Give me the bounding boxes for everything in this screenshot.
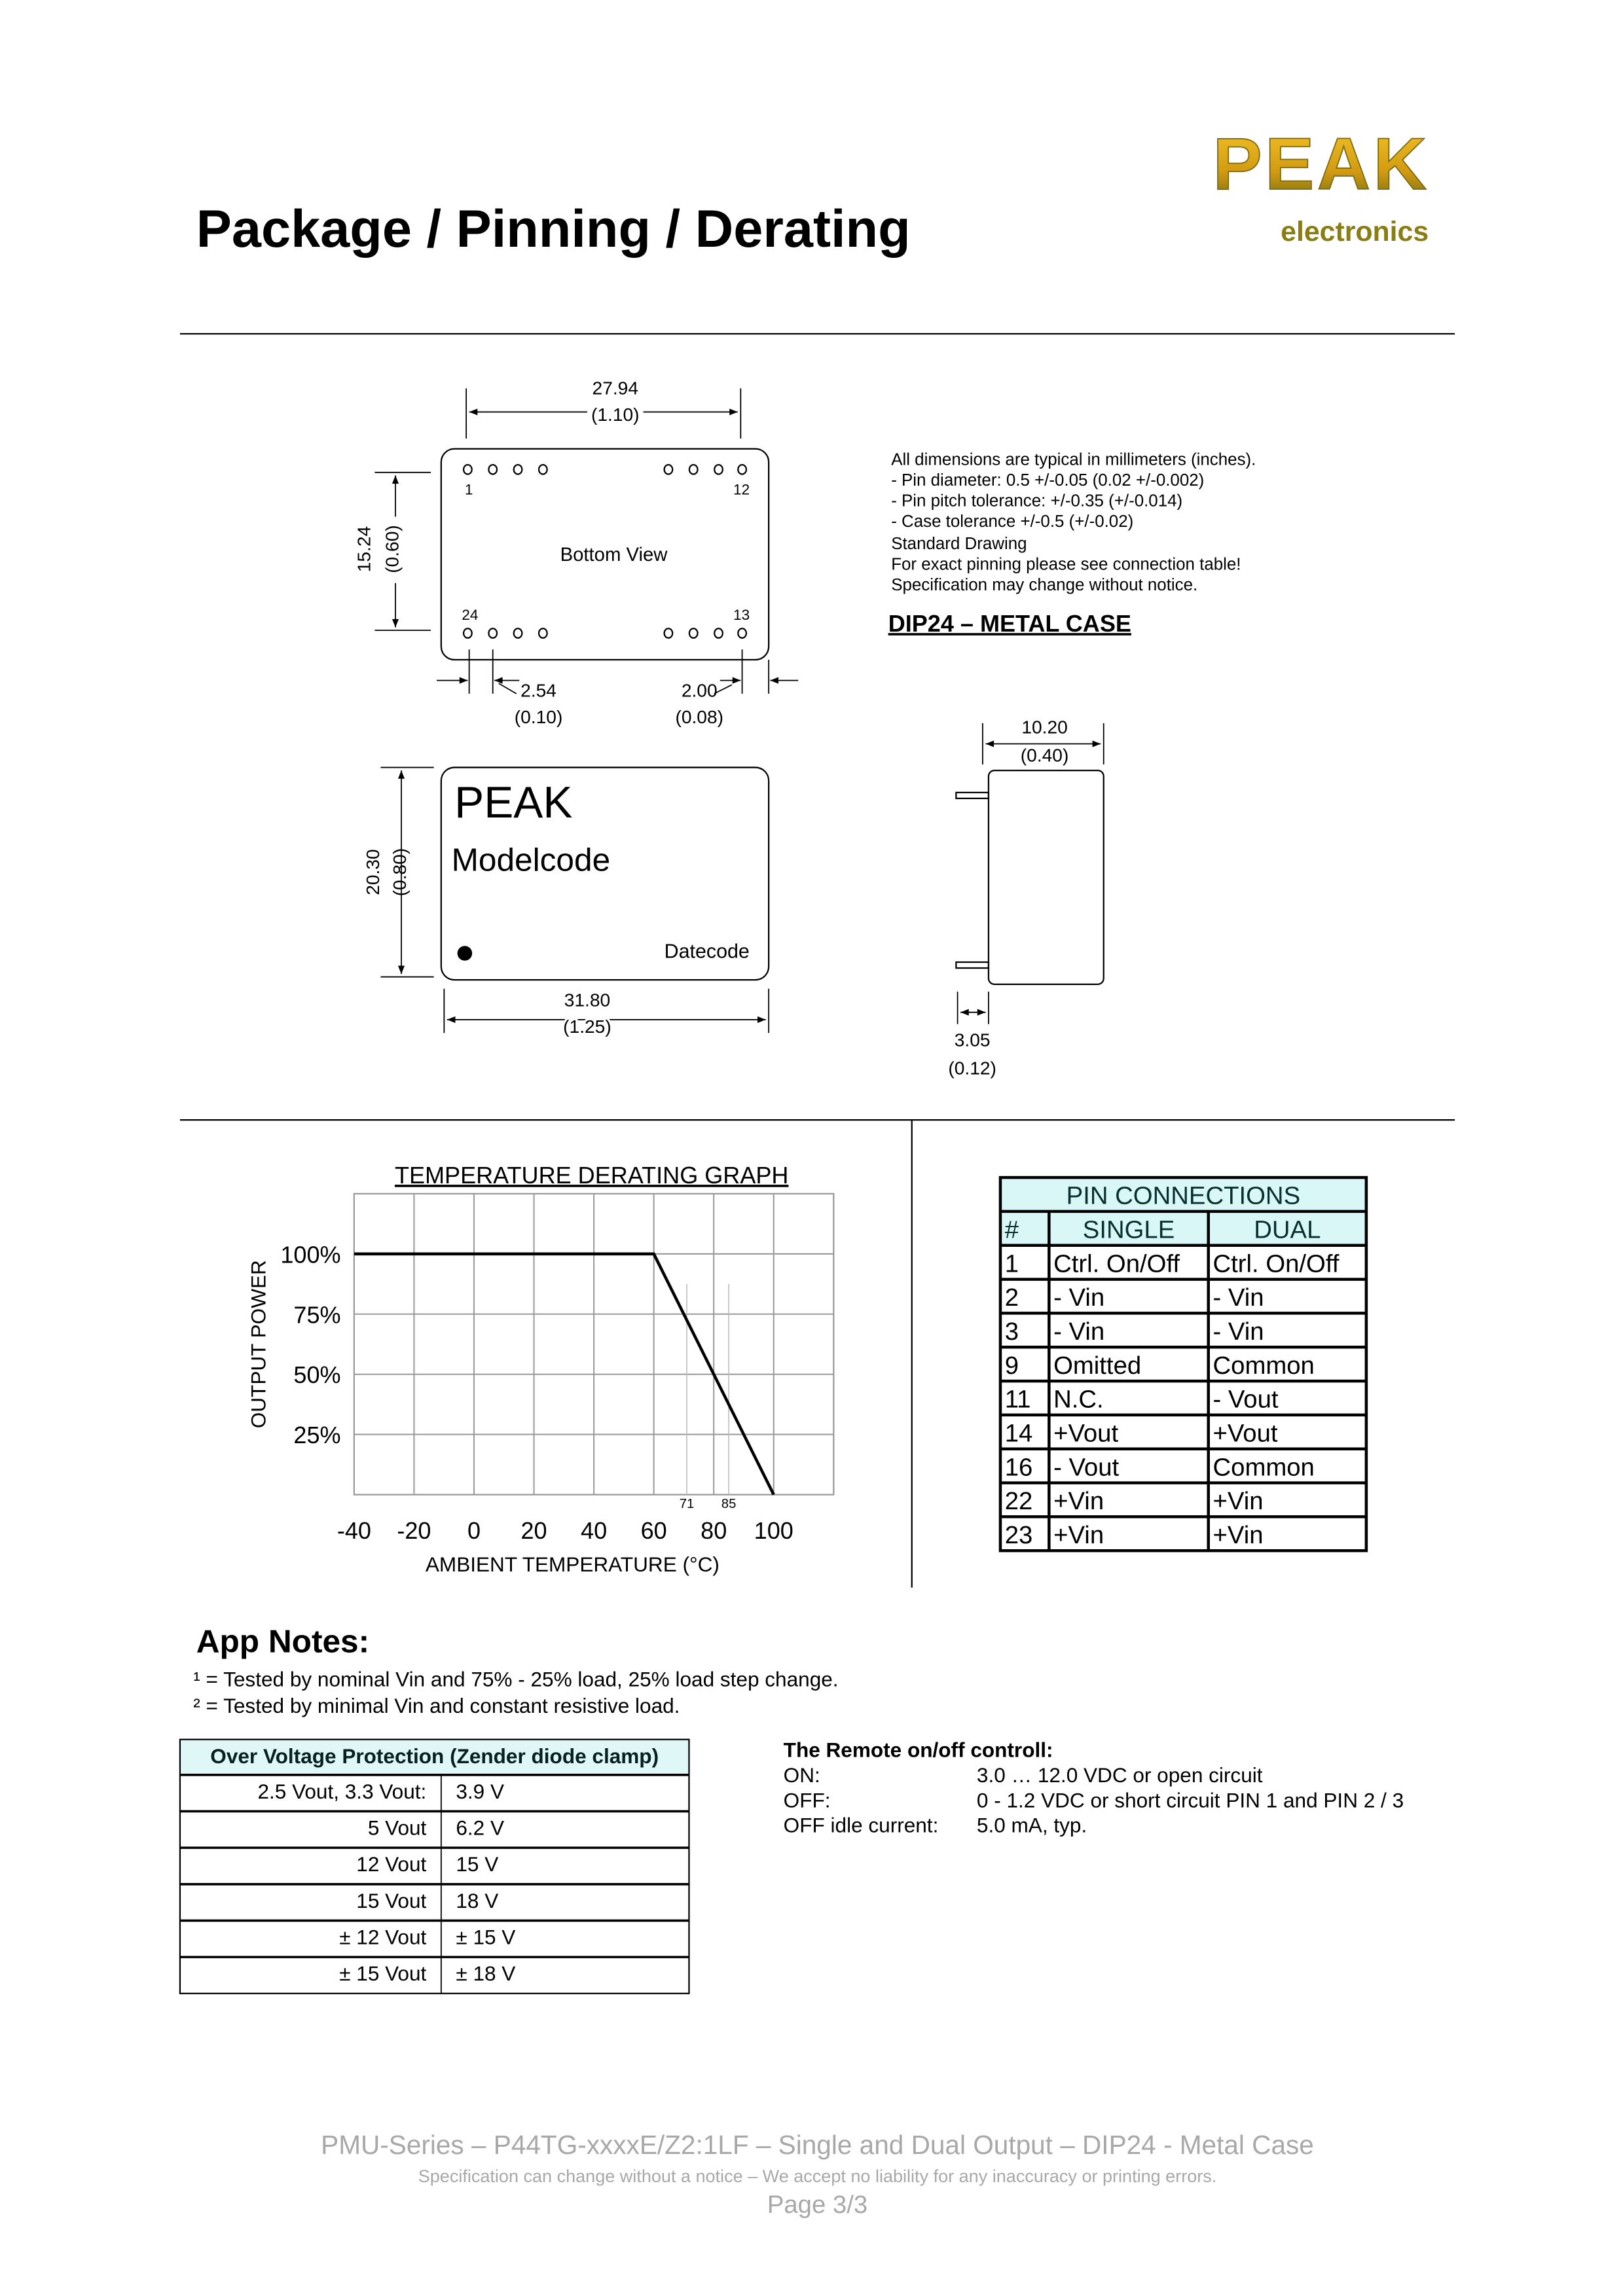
app-notes-title: App Notes: bbox=[196, 1623, 370, 1660]
pin-label-24: 24 bbox=[462, 607, 479, 624]
dim-pitch-in: (0.10) bbox=[514, 706, 563, 727]
pin-hole bbox=[488, 628, 497, 637]
pin-hole bbox=[514, 628, 522, 637]
table-cell: 3 bbox=[1004, 1317, 1019, 1346]
table-cell: Omitted bbox=[1053, 1351, 1142, 1380]
pin-label-12: 12 bbox=[733, 481, 750, 498]
bottom-view-label: Bottom View bbox=[560, 544, 668, 566]
dim-height-in: (0.60) bbox=[381, 525, 403, 573]
table-cell: - Vout bbox=[1053, 1453, 1120, 1482]
logo-sub: electronics bbox=[1281, 216, 1429, 248]
note-line: - Pin pitch tolerance: +/-0.35 (+/-0.014) bbox=[891, 492, 1183, 511]
x-tick-label: 60 bbox=[640, 1517, 667, 1545]
remote-value: 5.0 mA, typ. bbox=[976, 1813, 1087, 1837]
top-view-drawing bbox=[362, 768, 769, 1037]
remote-onoff-section bbox=[784, 1738, 1404, 1837]
ovp-clamp-cell: ± 15 V bbox=[456, 1925, 516, 1949]
note-line: - Pin diameter: 0.5 +/-0.05 (0.02 +/-0.002) bbox=[891, 471, 1205, 490]
case-title: DIP24 – METAL CASE bbox=[888, 610, 1131, 637]
marker-label: 71 bbox=[679, 1496, 695, 1511]
dim-case-width-in: (1.25) bbox=[563, 1016, 611, 1037]
table-cell: +Vin bbox=[1053, 1487, 1104, 1516]
ovp-clamp-cell: 3.9 V bbox=[456, 1779, 505, 1803]
table-cell: Common bbox=[1213, 1351, 1315, 1380]
y-tick-label: 75% bbox=[293, 1301, 341, 1329]
table-cell: - Vin bbox=[1053, 1317, 1105, 1346]
case-brand: PEAK bbox=[454, 778, 573, 828]
pin-hole bbox=[514, 465, 522, 474]
table-cell: 16 bbox=[1004, 1453, 1033, 1482]
ovp-output-cell: 15 Vout bbox=[356, 1888, 427, 1912]
note-line: All dimensions are typical in millimeters (inches). bbox=[891, 450, 1256, 469]
table-title: Over Voltage Protection (Zender diode clamp) bbox=[210, 1744, 659, 1768]
table-title: PIN CONNECTIONS bbox=[1066, 1181, 1301, 1210]
pin-hole bbox=[689, 628, 698, 637]
table-cell: 2 bbox=[1004, 1283, 1019, 1312]
table-cell: +Vin bbox=[1053, 1520, 1104, 1549]
table-cell: - Vin bbox=[1213, 1283, 1264, 1312]
ovp-clamp-cell: 18 V bbox=[456, 1888, 499, 1912]
ovp-clamp-cell: ± 18 V bbox=[456, 1962, 516, 1986]
remote-value: 3.0 … 12.0 VDC or open circuit bbox=[976, 1763, 1263, 1787]
pin-hole bbox=[714, 628, 723, 637]
x-tick-label: -20 bbox=[397, 1517, 431, 1545]
table-cell: - Vout bbox=[1213, 1385, 1279, 1414]
x-tick-label: -40 bbox=[337, 1517, 371, 1545]
dimension-notes bbox=[891, 451, 1256, 595]
pin-hole bbox=[539, 465, 547, 474]
table-cell: N.C. bbox=[1053, 1385, 1104, 1414]
table-cell: +Vin bbox=[1213, 1520, 1264, 1549]
chart-ylabel: OUTPUT POWER bbox=[246, 1260, 270, 1429]
column-header: # bbox=[1004, 1215, 1019, 1244]
column-header: SINGLE bbox=[1082, 1215, 1175, 1244]
dim-edge-in: (0.08) bbox=[675, 706, 724, 727]
pin-hole bbox=[738, 628, 746, 637]
chart-title: TEMPERATURE DERATING GRAPH bbox=[394, 1162, 789, 1189]
app-note: ² = Tested by minimal Vin and constant resistive load. bbox=[193, 1694, 680, 1718]
pin-hole bbox=[738, 465, 746, 474]
pin-hole bbox=[488, 465, 497, 474]
pin-hole bbox=[464, 628, 472, 637]
x-tick-label: 0 bbox=[467, 1517, 481, 1545]
dim-height-mm: 15.24 bbox=[353, 526, 374, 573]
note-line: For exact pinning please see connection table! bbox=[891, 555, 1241, 574]
ovp-output-cell: 2.5 Vout, 3.3 Vout: bbox=[257, 1779, 427, 1803]
dim-case-height-in: (0.80) bbox=[388, 848, 410, 897]
footer-page-number: Page 3/3 bbox=[767, 2191, 868, 2219]
remote-title: The Remote on/off controll: bbox=[783, 1738, 1053, 1762]
remote-label: OFF: bbox=[783, 1788, 831, 1812]
pin-hole bbox=[714, 465, 723, 474]
over-voltage-protection-table bbox=[180, 1740, 689, 1994]
dim-case-width-mm: 31.80 bbox=[564, 989, 611, 1011]
ovp-clamp-cell: 6.2 V bbox=[456, 1816, 505, 1840]
pin-hole bbox=[689, 465, 698, 474]
footer-disclaimer: Specification can change without a notice – We accept no liability for any inaccuracy or printing errors. bbox=[418, 2166, 1217, 2186]
pin-label-1: 1 bbox=[464, 481, 473, 498]
pin-label-13: 13 bbox=[733, 607, 750, 624]
y-tick-label: 100% bbox=[280, 1241, 341, 1268]
footer bbox=[321, 2130, 1314, 2219]
case-datecode: Datecode bbox=[664, 940, 750, 963]
table-cell: +Vout bbox=[1213, 1419, 1278, 1448]
table-cell: 23 bbox=[1004, 1520, 1033, 1549]
dim-case-height-mm: 20.30 bbox=[362, 849, 384, 895]
dim-edge-mm: 2.00 bbox=[681, 679, 718, 701]
pin-hole bbox=[464, 465, 472, 474]
table-cell: Common bbox=[1213, 1453, 1315, 1482]
footer-series: PMU-Series – P44TG-xxxxE/Z2:1LF – Single and Dual Output – DIP24 - Metal Case bbox=[321, 2129, 1314, 2160]
remote-value: 0 - 1.2 VDC or short circuit PIN 1 and PIN 2 / 3 bbox=[976, 1788, 1404, 1812]
table-cell: +Vout bbox=[1053, 1419, 1119, 1448]
note-line: - Case tolerance +/-0.5 (+/-0.02) bbox=[891, 512, 1134, 531]
pin-hole bbox=[665, 628, 673, 637]
y-tick-label: 25% bbox=[293, 1422, 341, 1449]
pin-hole bbox=[539, 628, 547, 637]
dim-pin-length-mm: 3.05 bbox=[954, 1029, 991, 1050]
remote-label: OFF idle current: bbox=[783, 1813, 939, 1837]
table-cell: +Vin bbox=[1213, 1487, 1264, 1516]
ovp-clamp-cell: 15 V bbox=[456, 1852, 499, 1876]
dim-side-width-in: (0.40) bbox=[1020, 744, 1069, 766]
derating-chart bbox=[247, 1162, 834, 1576]
x-tick-label: 100 bbox=[754, 1517, 793, 1545]
table-cell: - Vin bbox=[1053, 1283, 1105, 1312]
table-cell: 1 bbox=[1004, 1249, 1019, 1278]
app-note: ¹ = Tested by nominal Vin and 75% - 25% load, 25% load step change. bbox=[193, 1667, 839, 1691]
dim-width-in: (1.10) bbox=[591, 403, 640, 425]
remote-label: ON: bbox=[783, 1763, 820, 1787]
ovp-output-cell: 5 Vout bbox=[367, 1816, 427, 1840]
page-title: Package / Pinning / Derating bbox=[196, 200, 911, 259]
table-cell: 22 bbox=[1004, 1487, 1033, 1516]
table-cell: 11 bbox=[1004, 1385, 1031, 1414]
logo-main: PEAK bbox=[1213, 122, 1430, 206]
table-cell: 14 bbox=[1004, 1419, 1033, 1448]
dim-width-mm: 27.94 bbox=[592, 377, 639, 399]
note-line: Specification may change without notice. bbox=[891, 576, 1198, 595]
ovp-output-cell: ± 12 Vout bbox=[339, 1925, 427, 1949]
case-modelcode: Modelcode bbox=[451, 841, 611, 878]
y-tick-label: 50% bbox=[293, 1361, 341, 1389]
column-header: DUAL bbox=[1254, 1215, 1321, 1244]
table-cell: Ctrl. On/Off bbox=[1053, 1249, 1180, 1278]
pin-hole bbox=[665, 465, 673, 474]
side-view-drawing bbox=[948, 717, 1103, 1079]
pin1-marker-dot bbox=[458, 946, 473, 961]
ovp-output-cell: 12 Vout bbox=[356, 1852, 427, 1876]
dim-pitch-mm: 2.54 bbox=[520, 679, 556, 701]
ovp-output-cell: ± 15 Vout bbox=[339, 1962, 427, 1986]
table-cell: 9 bbox=[1004, 1351, 1019, 1380]
table-cell: Ctrl. On/Off bbox=[1213, 1249, 1340, 1278]
pin-connections-table bbox=[1000, 1177, 1366, 1551]
x-tick-label: 40 bbox=[581, 1517, 608, 1545]
x-tick-label: 20 bbox=[520, 1517, 547, 1545]
dim-side-width-mm: 10.20 bbox=[1021, 716, 1068, 738]
table-cell: - Vin bbox=[1213, 1317, 1264, 1346]
chart-xlabel: AMBIENT TEMPERATURE (°C) bbox=[425, 1552, 720, 1576]
marker-label: 85 bbox=[721, 1496, 737, 1511]
note-line: Standard Drawing bbox=[891, 535, 1027, 554]
x-tick-label: 80 bbox=[701, 1517, 727, 1545]
bottom-view-drawing bbox=[354, 377, 799, 727]
peak-logo bbox=[1213, 122, 1429, 247]
dim-pin-length-in: (0.12) bbox=[948, 1057, 996, 1079]
